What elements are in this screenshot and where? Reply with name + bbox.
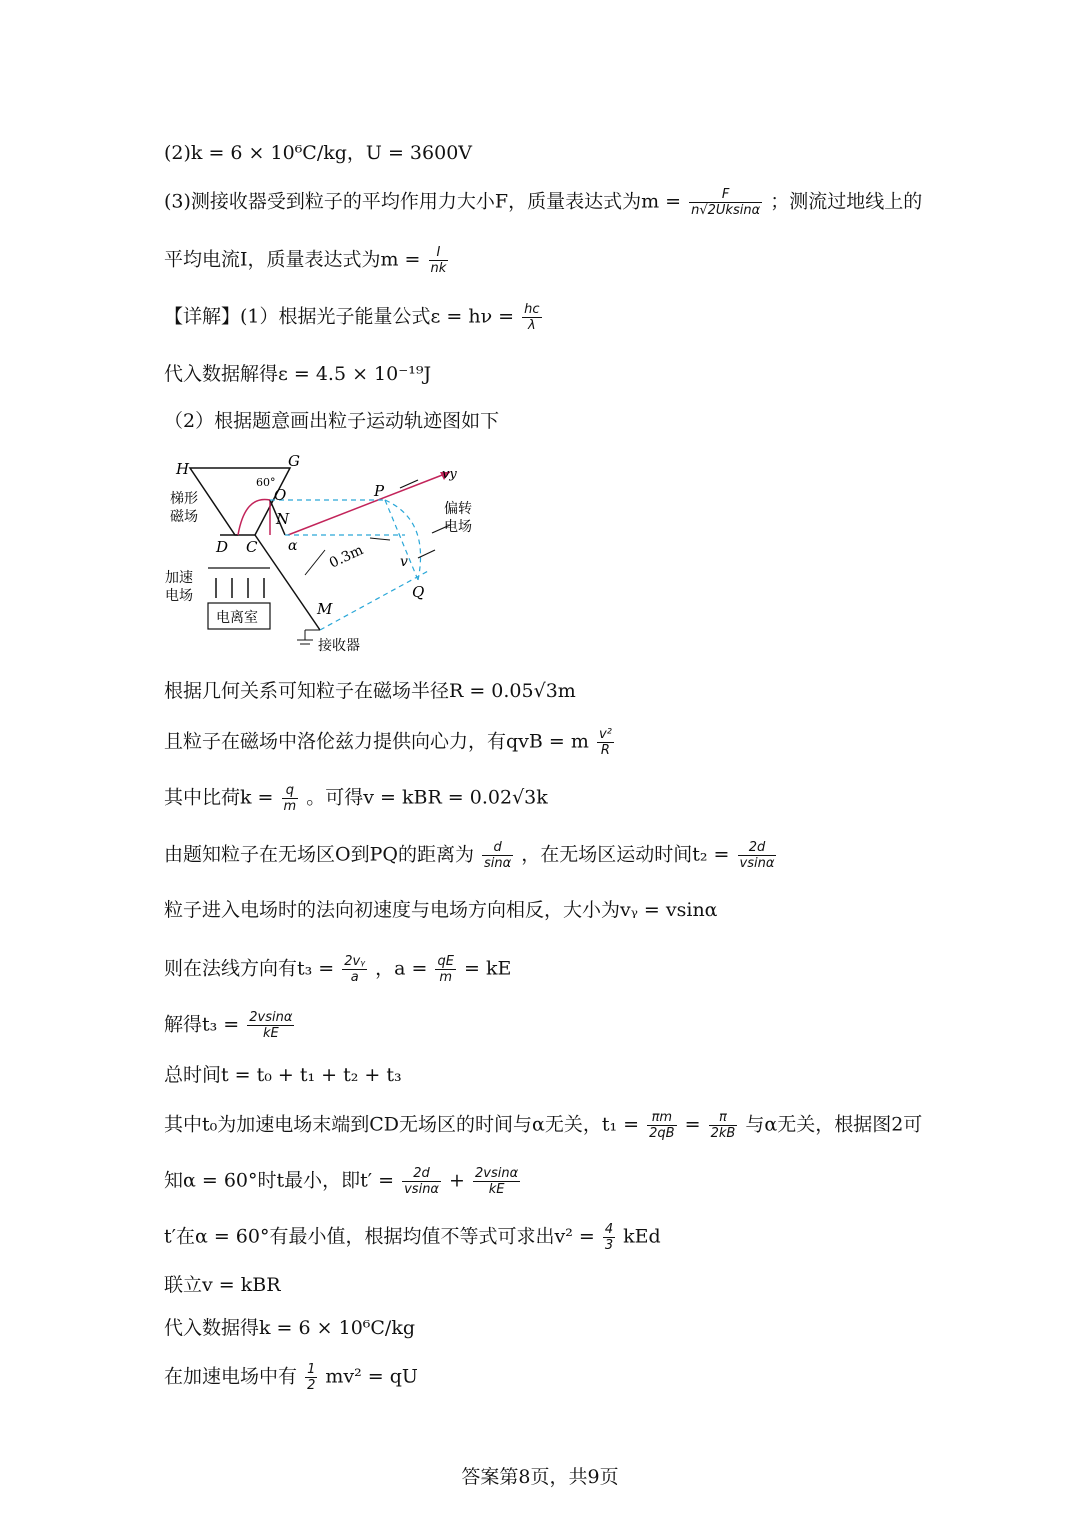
trajectory-diagram [160, 450, 490, 660]
detail-line-1: 【详解】(1）根据光子能量公式ε = hν = $\frac{hc}{\lambda}$ [164, 302, 540, 333]
answer-line-3-cont: 平均电流I，质量表达式为m = $\frac{I}{nk}$ [164, 245, 447, 276]
label-60: 60° [256, 476, 276, 489]
fraction: $\frac{2vsin\alpha}{kE}$ [475, 1166, 519, 1197]
field-arc [238, 499, 270, 535]
label-P: P [374, 482, 385, 500]
trajectory-line [288, 472, 450, 535]
label-v: v [400, 554, 408, 570]
detail-line-3: （2）根据题意画出粒子运动轨迹图如下 [164, 410, 500, 432]
fraction: $\frac{q}{m}$ [283, 783, 297, 814]
detail-line-17: 在加速电场中有 $\frac{1}{2}$ mv² = qU [164, 1362, 418, 1393]
detail-line-5: 且粒子在磁场中洛伦兹力提供向心力，有qvB = m $\frac{\text{v²}}{R}$ [164, 727, 612, 758]
fraction: $\frac{\pi m}{2qB}$ [649, 1110, 675, 1141]
fraction: $\frac{d}{\sin\alpha}$ [484, 840, 512, 871]
detail-line-13: 知α = 60°时t最小，即t′ = $\frac{2d}{vsin\alpha}$ + $\frac{2vsin\alpha}{kE}$ [164, 1166, 519, 1197]
answer-line-3: (3)测接收器受到粒子的平均作用力大小F，质量表达式为m = $\frac{F}{n√2Uksin\alpha}$ ；测流过地线上的 [164, 187, 923, 218]
label-accel-2: 电场 [165, 588, 193, 604]
fraction: $\frac{2vsin\alpha}{kE}$ [249, 1010, 293, 1041]
page-footer: 答案第8页，共9页 [461, 1466, 619, 1488]
label-accel-1: 加速 [165, 570, 193, 586]
answer-line-2: (2)k = 6 × 10⁶C/kg，U = 3600V [164, 142, 473, 164]
detail-line-12: 其中t₀为加速电场末端到CD无场区的时间与α无关，t₁ = $\frac{\pi m}{2qB}$ = $\frac{\pi}{2kB}$ 与α无关，根据图2可 [164, 1110, 923, 1141]
label-receiver: 接收器 [318, 638, 360, 654]
detail-line-10: 解得t₃ = $\frac{2vsin\alpha}{kE}$ [164, 1010, 293, 1041]
label-D: D [216, 538, 229, 556]
fraction: $\frac{I}{nk}$ [430, 245, 447, 276]
label-dist: 0.3m [326, 542, 366, 572]
label-G: G [288, 452, 300, 470]
label-C: C [246, 538, 258, 556]
detail-line-11: 总时间t = t₀ + t₁ + t₂ + t₃ [164, 1064, 402, 1086]
label-deflect-2: 电场 [444, 519, 472, 535]
fraction: $\frac{4}{3}$ [604, 1222, 614, 1253]
fraction: $\frac{1}{2}$ [307, 1362, 316, 1393]
detail-line-2: 代入数据解得ε = 4.5 × 10⁻¹⁹J [164, 363, 432, 385]
label-M: M [317, 600, 333, 618]
detail-line-9: 则在法线方向有t₃ = $\frac{\text{2vᵧ}}{a}$ ，a = $\frac{qE}{m}$ = kE [164, 954, 512, 985]
detail-line-8: 粒子进入电场时的法向初速度与电场方向相反，大小为vᵧ = vsinα [164, 899, 718, 921]
fraction: $\frac{\text{2vᵧ}}{a}$ [344, 954, 366, 985]
label-ion-room: 电离室 [216, 610, 258, 626]
detail-line-15: 联立v = kBR [164, 1274, 281, 1296]
detail-line-4: 根据几何关系可知粒子在磁场半径R = 0.05√3m [164, 680, 576, 702]
label-field-1: 梯形 [170, 491, 198, 507]
fraction: $\frac{2d}{vsin\alpha}$ [739, 840, 775, 871]
label-field-2: 磁场 [170, 509, 198, 525]
fraction: $\frac{qE}{m}$ [437, 954, 454, 985]
label-alpha: α [288, 538, 298, 554]
fraction: $\frac{\text{v²}}{R}$ [598, 727, 612, 758]
detail-line-6: 其中比荷k = $\frac{q}{m}$ 。可得v = kBR = 0.02√3k [164, 783, 548, 814]
detail-line-16: 代入数据得k = 6 × 10⁶C/kg [164, 1317, 416, 1339]
detail-line-7: 由题知粒子在无场区O到PQ的距离为 $\frac{d}{\sin\alpha}$ ，在无场区运动时间t₂ = $\frac{2d}{vsin\alpha}$ [164, 840, 775, 871]
label-Q: Q [412, 583, 425, 601]
label-deflect-1: 偏转 [444, 501, 472, 517]
fraction: $\frac{\pi}{2kB}$ [710, 1110, 736, 1141]
label-H: H [176, 460, 190, 478]
fraction: $\frac{F}{n√2Uksin\alpha}$ [691, 187, 761, 218]
label-vy: vy [442, 467, 457, 482]
fraction: $\frac{hc}{\lambda}$ [524, 302, 540, 333]
fraction: $\frac{2d}{vsin\alpha}$ [404, 1166, 439, 1197]
detail-line-14: t′在α = 60°有最小值，根据均值不等式可求出v² = $\frac{4}{3}$ kEd [164, 1222, 661, 1253]
label-N: N [276, 510, 290, 528]
label-O: O [274, 486, 287, 504]
